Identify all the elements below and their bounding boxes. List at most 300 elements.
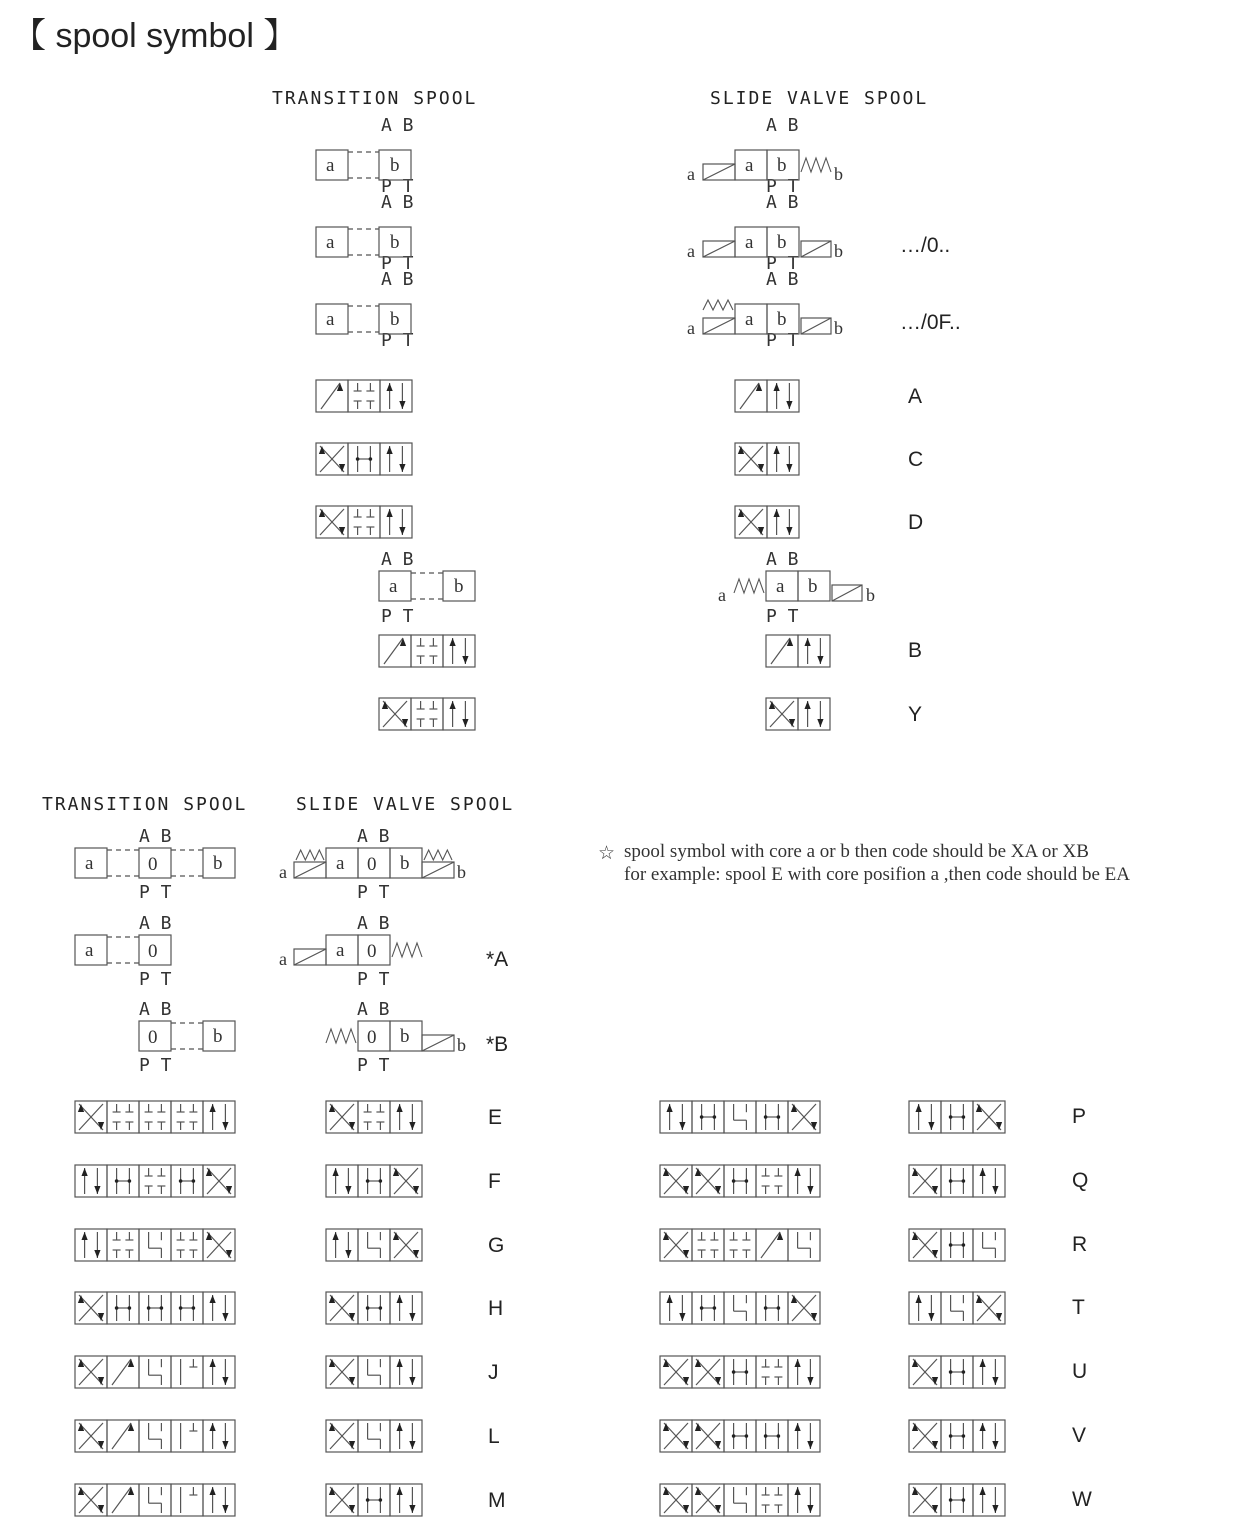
note-line-1: spool symbol with core a or b then code should be XA or XB bbox=[624, 841, 1089, 862]
flow-arrow-icon bbox=[915, 1104, 921, 1112]
port-label-ab: A B bbox=[766, 269, 799, 290]
valve-envelope bbox=[798, 635, 830, 667]
spool-letter-j: J bbox=[488, 1361, 499, 1384]
symbol-text: a bbox=[326, 309, 335, 330]
solenoid-b-letter: b bbox=[866, 585, 875, 605]
symbol-text: a bbox=[85, 940, 94, 961]
port-label-pt: P T bbox=[381, 330, 414, 351]
symbol-text: a bbox=[85, 853, 94, 874]
flow-arrow-icon bbox=[409, 1377, 415, 1385]
spring-icon bbox=[801, 158, 831, 172]
port-label-pt: P T bbox=[766, 330, 799, 351]
junction-dot bbox=[745, 1434, 749, 1438]
flow-arrow-icon bbox=[807, 1505, 813, 1513]
junction-dot bbox=[949, 1498, 953, 1502]
flow-arrow-icon bbox=[345, 1250, 351, 1258]
solenoid-letter: a bbox=[745, 232, 754, 253]
valve-envelope bbox=[660, 1101, 692, 1133]
solenoid-a-letter: a bbox=[718, 585, 726, 605]
port-label-pt: P T bbox=[139, 969, 172, 990]
port-label-ab: A B bbox=[766, 115, 799, 136]
valve-envelope bbox=[411, 635, 443, 667]
valve-envelope bbox=[171, 1484, 203, 1516]
valve-envelope bbox=[660, 1292, 692, 1324]
valve-envelope bbox=[326, 1165, 358, 1197]
valve-envelope bbox=[756, 1484, 788, 1516]
flow-arrow-icon bbox=[222, 1122, 228, 1130]
valve-envelope bbox=[75, 1165, 107, 1197]
port-label-pt: P T bbox=[381, 606, 414, 627]
junction-dot bbox=[128, 1179, 132, 1183]
valve-envelope bbox=[203, 1484, 235, 1516]
valve-envelope bbox=[171, 1356, 203, 1388]
flow-arrow-icon bbox=[804, 701, 810, 709]
flow-arrow-icon bbox=[786, 401, 792, 409]
flow-arrow-icon bbox=[928, 1313, 934, 1321]
valve-envelope bbox=[326, 1229, 358, 1261]
solenoid-coil-slash bbox=[703, 241, 735, 257]
flow-arrow-icon bbox=[786, 464, 792, 472]
junction-dot bbox=[732, 1434, 736, 1438]
spool-letter-y: Y bbox=[908, 703, 923, 726]
bottom-transition-spool-header: TRANSITION SPOOL bbox=[42, 794, 248, 815]
core-label-b: *B bbox=[486, 1033, 509, 1056]
flow-arrow-icon bbox=[807, 1377, 813, 1385]
flow-arrow-icon bbox=[928, 1122, 934, 1130]
note-star-icon: ☆ bbox=[598, 843, 616, 864]
junction-dot bbox=[962, 1115, 966, 1119]
junction-dot bbox=[700, 1115, 704, 1119]
flow-arrow-icon bbox=[94, 1250, 100, 1258]
valve-envelope bbox=[973, 1484, 1005, 1516]
symbol-text: a bbox=[326, 155, 335, 176]
valve-envelope bbox=[171, 1101, 203, 1133]
flow-arrow-icon bbox=[399, 464, 405, 472]
flow-arrow-icon bbox=[786, 527, 792, 535]
flow-arrow-icon bbox=[679, 1122, 685, 1130]
port-label-pt: P T bbox=[357, 882, 390, 903]
solenoid-letter: a bbox=[336, 853, 345, 874]
flow-path-line bbox=[112, 1487, 131, 1513]
junction-dot bbox=[949, 1115, 953, 1119]
junction-dot bbox=[179, 1179, 183, 1183]
flow-arrow-icon bbox=[209, 1104, 215, 1112]
valve-envelope bbox=[107, 1420, 139, 1452]
valve-envelope bbox=[724, 1484, 756, 1516]
flow-arrow-icon bbox=[209, 1295, 215, 1303]
valve-envelope bbox=[724, 1101, 756, 1133]
port-label-pt: P T bbox=[357, 1055, 390, 1076]
flow-arrow-icon bbox=[386, 446, 392, 454]
solenoid-letter: b bbox=[400, 1026, 410, 1047]
symbol-text: 0 bbox=[148, 854, 158, 875]
valve-envelope bbox=[139, 1229, 171, 1261]
junction-dot bbox=[115, 1306, 119, 1310]
port-label-ab: A B bbox=[139, 913, 172, 934]
symbol-text: b bbox=[454, 576, 464, 597]
valve-envelope bbox=[443, 635, 475, 667]
solenoid-letter: a bbox=[776, 576, 785, 597]
junction-dot bbox=[962, 1498, 966, 1502]
valve-envelope bbox=[909, 1292, 941, 1324]
flow-arrow-icon bbox=[409, 1313, 415, 1321]
valve-envelope bbox=[788, 1484, 820, 1516]
flow-arrow-icon bbox=[807, 1441, 813, 1449]
valve-envelope bbox=[379, 635, 411, 667]
junction-dot bbox=[949, 1179, 953, 1183]
flow-arrow-icon bbox=[409, 1505, 415, 1513]
solenoid-b-letter: b bbox=[834, 164, 843, 184]
flow-arrow-icon bbox=[773, 446, 779, 454]
valve-envelope bbox=[107, 1484, 139, 1516]
flow-arrow-icon bbox=[817, 719, 823, 727]
junction-dot bbox=[179, 1306, 183, 1310]
top-slide-valve-spool-header: SLIDE VALVE SPOOL bbox=[710, 88, 929, 109]
spool-letter-q: Q bbox=[1072, 1169, 1089, 1192]
junction-dot bbox=[732, 1370, 736, 1374]
junction-dot bbox=[962, 1370, 966, 1374]
junction-dot bbox=[962, 1179, 966, 1183]
flow-arrow-icon bbox=[449, 638, 455, 646]
symbol-text: a bbox=[326, 232, 335, 253]
valve-envelope bbox=[798, 698, 830, 730]
valve-envelope bbox=[171, 1420, 203, 1452]
note-line-2: for example: spool E with core posifion a ,then code should be EA bbox=[624, 864, 1131, 885]
port-label-ab: A B bbox=[766, 192, 799, 213]
port-label-pt: P T bbox=[381, 253, 414, 274]
port-label-ab: A B bbox=[357, 826, 390, 847]
solenoid-coil-slash bbox=[422, 862, 454, 878]
flow-path-line bbox=[740, 383, 759, 409]
port-label-pt: P T bbox=[139, 1055, 172, 1076]
valve-envelope bbox=[380, 443, 412, 475]
port-label-pt: P T bbox=[139, 882, 172, 903]
flow-arrow-icon bbox=[807, 1186, 813, 1194]
junction-dot bbox=[192, 1179, 196, 1183]
flow-arrow-icon bbox=[992, 1377, 998, 1385]
flow-arrow-icon bbox=[332, 1232, 338, 1240]
flow-arrow-icon bbox=[396, 1295, 402, 1303]
valve-envelope bbox=[107, 1356, 139, 1388]
valve-envelope bbox=[767, 506, 799, 538]
port-label-pt: P T bbox=[766, 176, 799, 197]
flow-arrow-icon bbox=[399, 527, 405, 535]
flow-arrow-icon bbox=[222, 1377, 228, 1385]
spool-letter-b: B bbox=[908, 639, 923, 662]
port-label-ab: A B bbox=[139, 826, 172, 847]
symbol-text: b bbox=[390, 309, 400, 330]
bottom-slide-valve-spool-header: SLIDE VALVE SPOOL bbox=[296, 794, 515, 815]
spool-letter-a: A bbox=[908, 385, 923, 408]
valve-envelope bbox=[788, 1420, 820, 1452]
port-label-ab: A B bbox=[766, 549, 799, 570]
solenoid-coil-slash bbox=[294, 862, 326, 878]
solenoid-letter: a bbox=[336, 940, 345, 961]
solenoid-letter: b bbox=[777, 309, 787, 330]
flow-arrow-icon bbox=[386, 383, 392, 391]
port-label-ab: A B bbox=[381, 549, 414, 570]
port-label-ab: A B bbox=[381, 269, 414, 290]
flow-arrow-icon bbox=[222, 1313, 228, 1321]
flow-arrow-icon bbox=[209, 1487, 215, 1495]
flow-path-line bbox=[112, 1359, 131, 1385]
spool-letter-e: E bbox=[488, 1106, 503, 1129]
flow-arrow-icon bbox=[979, 1359, 985, 1367]
valve-envelope bbox=[411, 698, 443, 730]
valve-envelope bbox=[203, 1356, 235, 1388]
valve-envelope bbox=[390, 1356, 422, 1388]
flow-arrow-icon bbox=[449, 701, 455, 709]
flow-arrow-icon bbox=[992, 1186, 998, 1194]
valve-envelope bbox=[390, 1292, 422, 1324]
spring-icon bbox=[392, 943, 422, 957]
valve-envelope bbox=[203, 1292, 235, 1324]
spool-letter-m: M bbox=[488, 1489, 506, 1512]
junction-dot bbox=[366, 1498, 370, 1502]
valve-envelope bbox=[767, 380, 799, 412]
symbol-text: 0 bbox=[148, 1027, 158, 1048]
solenoid-letter: b bbox=[777, 155, 787, 176]
valve-envelope bbox=[75, 1229, 107, 1261]
valve-envelope bbox=[724, 1292, 756, 1324]
port-label-pt: P T bbox=[357, 969, 390, 990]
valve-envelope bbox=[724, 1229, 756, 1261]
junction-dot bbox=[366, 1306, 370, 1310]
port-label-ab: A B bbox=[357, 999, 390, 1020]
spring-icon bbox=[424, 850, 452, 860]
solenoid-coil-slash bbox=[832, 585, 862, 601]
solenoid-coil-slash bbox=[422, 1035, 454, 1051]
port-label-ab: A B bbox=[357, 913, 390, 934]
junction-dot bbox=[777, 1306, 781, 1310]
junction-dot bbox=[379, 1179, 383, 1183]
junction-dot bbox=[379, 1306, 383, 1310]
junction-dot bbox=[949, 1243, 953, 1247]
port-label-pt: P T bbox=[381, 176, 414, 197]
flow-path-line bbox=[761, 1232, 780, 1258]
valve-envelope bbox=[380, 506, 412, 538]
flow-arrow-icon bbox=[94, 1186, 100, 1194]
flow-path-line bbox=[384, 638, 403, 664]
junction-dot bbox=[356, 457, 360, 461]
junction-dot bbox=[745, 1370, 749, 1374]
solenoid-a-letter: a bbox=[687, 164, 695, 184]
core-label-a: *A bbox=[486, 948, 509, 971]
valve-envelope bbox=[756, 1165, 788, 1197]
valve-envelope bbox=[358, 1101, 390, 1133]
valve-envelope bbox=[735, 380, 767, 412]
solenoid-letter: a bbox=[745, 309, 754, 330]
valve-envelope bbox=[973, 1356, 1005, 1388]
junction-dot bbox=[949, 1434, 953, 1438]
flow-arrow-icon bbox=[794, 1359, 800, 1367]
junction-dot bbox=[962, 1243, 966, 1247]
solenoid-a-letter: a bbox=[279, 862, 287, 882]
solenoid-coil-slash bbox=[801, 241, 831, 257]
port-label-pt: P T bbox=[766, 606, 799, 627]
junction-dot bbox=[160, 1306, 164, 1310]
flow-arrow-icon bbox=[396, 1423, 402, 1431]
spring-icon bbox=[326, 1029, 356, 1043]
spool-letter-u: U bbox=[1072, 1360, 1088, 1383]
symbol-text: b bbox=[213, 1026, 223, 1047]
port-label-ab: A B bbox=[139, 999, 172, 1020]
solenoid-coil-slash bbox=[703, 318, 735, 334]
solenoid-letter: b bbox=[777, 232, 787, 253]
valve-envelope bbox=[788, 1229, 820, 1261]
valve-envelope bbox=[767, 443, 799, 475]
flow-path-line bbox=[771, 638, 790, 664]
flow-arrow-icon bbox=[679, 1313, 685, 1321]
flow-arrow-icon bbox=[396, 1359, 402, 1367]
spool-letter-d: D bbox=[908, 511, 924, 534]
solenoid-coil-slash bbox=[703, 164, 735, 180]
junction-dot bbox=[700, 1306, 704, 1310]
valve-envelope bbox=[203, 1420, 235, 1452]
symbol-text: 0 bbox=[148, 941, 158, 962]
flow-arrow-icon bbox=[399, 401, 405, 409]
page-title: 【 spool symbol 】 bbox=[12, 17, 298, 55]
junction-dot bbox=[128, 1306, 132, 1310]
valve-envelope bbox=[139, 1101, 171, 1133]
flow-arrow-icon bbox=[915, 1295, 921, 1303]
flow-arrow-icon bbox=[794, 1168, 800, 1176]
solenoid-letter: a bbox=[745, 155, 754, 176]
flow-arrow-icon bbox=[794, 1423, 800, 1431]
valve-envelope bbox=[756, 1229, 788, 1261]
spool-letter-l: L bbox=[488, 1425, 500, 1448]
spool-letter-t: T bbox=[1072, 1296, 1085, 1319]
spool-letter-r: R bbox=[1072, 1233, 1088, 1256]
valve-envelope bbox=[443, 698, 475, 730]
valve-envelope bbox=[692, 1229, 724, 1261]
valve-envelope bbox=[973, 1229, 1005, 1261]
flow-arrow-icon bbox=[222, 1505, 228, 1513]
solenoid-b-letter: b bbox=[457, 862, 466, 882]
valve-envelope bbox=[139, 1484, 171, 1516]
flow-arrow-icon bbox=[773, 509, 779, 517]
junction-dot bbox=[764, 1115, 768, 1119]
junction-dot bbox=[713, 1115, 717, 1119]
spool-letter-g: G bbox=[488, 1234, 505, 1257]
flow-path-line bbox=[321, 383, 340, 409]
junction-dot bbox=[962, 1434, 966, 1438]
symbol-text: 0 bbox=[367, 1027, 377, 1048]
valve-envelope bbox=[788, 1356, 820, 1388]
valve-envelope bbox=[348, 380, 380, 412]
solenoid-coil-slash bbox=[294, 949, 326, 965]
suffix-label-0: …/0.. bbox=[900, 234, 951, 257]
flow-arrow-icon bbox=[81, 1168, 87, 1176]
valve-envelope bbox=[788, 1165, 820, 1197]
solenoid-b-letter: b bbox=[834, 241, 843, 261]
junction-dot bbox=[115, 1179, 119, 1183]
valve-envelope bbox=[139, 1356, 171, 1388]
spring-icon bbox=[296, 850, 324, 860]
valve-envelope bbox=[358, 1420, 390, 1452]
valve-envelope bbox=[941, 1292, 973, 1324]
spool-letter-p: P bbox=[1072, 1105, 1087, 1128]
flow-arrow-icon bbox=[979, 1168, 985, 1176]
flow-arrow-icon bbox=[462, 656, 468, 664]
valve-envelope bbox=[139, 1420, 171, 1452]
flow-arrow-icon bbox=[409, 1441, 415, 1449]
flow-arrow-icon bbox=[804, 638, 810, 646]
symbol-text: a bbox=[389, 576, 398, 597]
junction-dot bbox=[764, 1306, 768, 1310]
suffix-label-0f: …/0F.. bbox=[900, 311, 961, 334]
solenoid-coil-slash bbox=[801, 318, 831, 334]
valve-envelope bbox=[139, 1165, 171, 1197]
port-label-ab: A B bbox=[381, 192, 414, 213]
valve-envelope bbox=[107, 1229, 139, 1261]
valve-envelope bbox=[766, 635, 798, 667]
junction-dot bbox=[777, 1434, 781, 1438]
flow-arrow-icon bbox=[409, 1122, 415, 1130]
valve-envelope bbox=[358, 1229, 390, 1261]
symbol-text: 0 bbox=[367, 941, 377, 962]
flow-arrow-icon bbox=[396, 1487, 402, 1495]
flow-arrow-icon bbox=[992, 1505, 998, 1513]
symbol-text: b bbox=[213, 853, 223, 874]
solenoid-a-letter: a bbox=[687, 241, 695, 261]
junction-dot bbox=[713, 1306, 717, 1310]
flow-arrow-icon bbox=[222, 1441, 228, 1449]
valve-envelope bbox=[390, 1420, 422, 1452]
solenoid-letter: b bbox=[808, 576, 818, 597]
port-label-pt: P T bbox=[766, 253, 799, 274]
valve-envelope bbox=[107, 1101, 139, 1133]
junction-dot bbox=[147, 1306, 151, 1310]
valve-envelope bbox=[390, 1484, 422, 1516]
junction-dot bbox=[764, 1434, 768, 1438]
top-transition-spool-header: TRANSITION SPOOL bbox=[272, 88, 478, 109]
flow-arrow-icon bbox=[666, 1104, 672, 1112]
junction-dot bbox=[369, 457, 373, 461]
flow-arrow-icon bbox=[332, 1168, 338, 1176]
flow-path-line bbox=[112, 1423, 131, 1449]
port-label-ab: A B bbox=[381, 115, 414, 136]
solenoid-b-letter: b bbox=[834, 318, 843, 338]
valve-envelope bbox=[756, 1356, 788, 1388]
spool-letter-w: W bbox=[1072, 1488, 1092, 1511]
spool-letter-v: V bbox=[1072, 1424, 1087, 1447]
junction-dot bbox=[777, 1115, 781, 1119]
valve-envelope bbox=[390, 1101, 422, 1133]
solenoid-a-letter: a bbox=[279, 949, 287, 969]
solenoid-a-letter: a bbox=[687, 318, 695, 338]
valve-envelope bbox=[348, 506, 380, 538]
solenoid-letter: b bbox=[400, 853, 410, 874]
flow-arrow-icon bbox=[817, 656, 823, 664]
junction-dot bbox=[366, 1179, 370, 1183]
flow-arrow-icon bbox=[209, 1359, 215, 1367]
valve-envelope bbox=[909, 1101, 941, 1133]
valve-envelope bbox=[316, 380, 348, 412]
spring-icon bbox=[734, 579, 764, 593]
symbol-text: 0 bbox=[367, 854, 377, 875]
junction-dot bbox=[732, 1179, 736, 1183]
symbol-text: b bbox=[390, 232, 400, 253]
flow-arrow-icon bbox=[462, 719, 468, 727]
valve-envelope bbox=[973, 1165, 1005, 1197]
flow-arrow-icon bbox=[81, 1232, 87, 1240]
flow-arrow-icon bbox=[386, 509, 392, 517]
spool-letter-h: H bbox=[488, 1297, 504, 1320]
spool-letter-f: F bbox=[488, 1170, 501, 1193]
flow-arrow-icon bbox=[209, 1423, 215, 1431]
spool-letter-c: C bbox=[908, 448, 924, 471]
